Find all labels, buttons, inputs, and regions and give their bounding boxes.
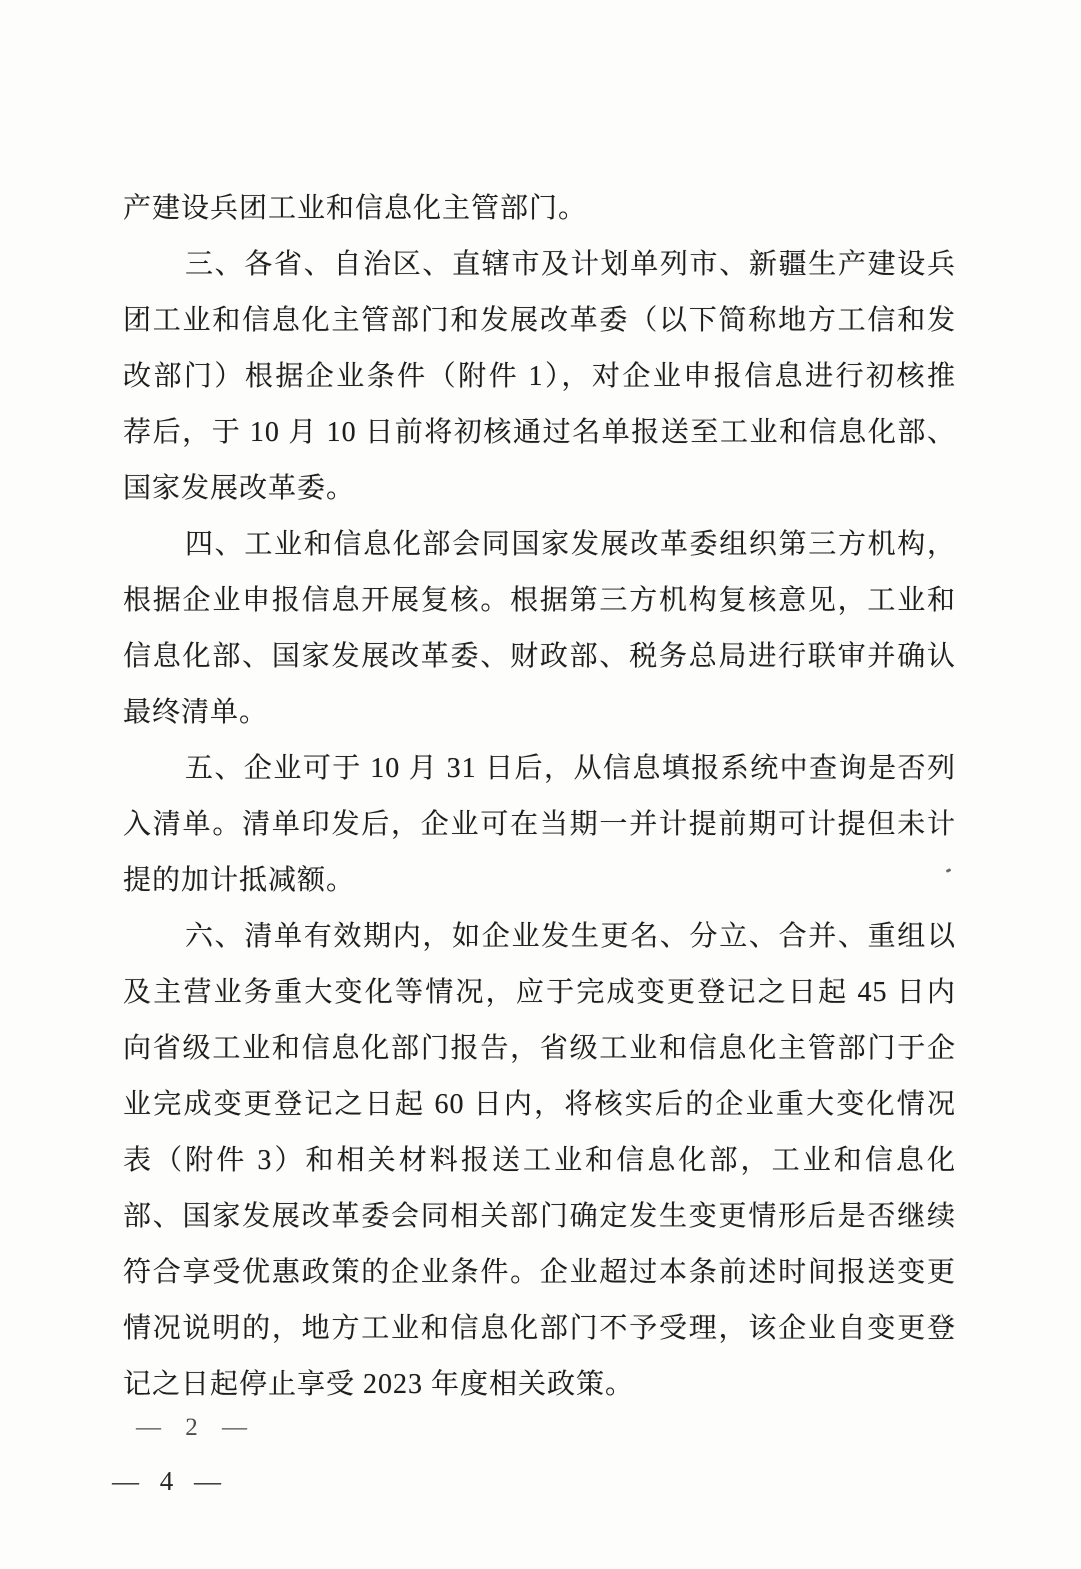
document-line-paragraph-5-start: 五、企业可于 10 月 31 日后，从信息填报系统中查询是否列 bbox=[185, 753, 956, 784]
document-line: 团工业和信息化主管部门和发展改革委（以下简称地方工信和发 bbox=[123, 305, 956, 336]
document-line: 根据企业申报信息开展复核。根据第三方机构复核意见，工业和 bbox=[123, 585, 956, 616]
document-line: 入清单。清单印发后，企业可在当期一并计提前期可计提但未计 bbox=[123, 809, 956, 840]
document-line: 符合享受优惠政策的企业条件。企业超过本条前述时间报送变更 bbox=[123, 1257, 956, 1288]
document-line: 产建设兵团工业和信息化主管部门。 bbox=[123, 193, 588, 224]
document-line: 改部门）根据企业条件（附件 1），对企业申报信息进行初核推 bbox=[123, 361, 956, 392]
document-line: 情况说明的，地方工业和信息化部门不予受理，该企业自变更登 bbox=[123, 1313, 956, 1344]
document-line: 国家发展改革委。 bbox=[123, 473, 356, 504]
document-line: 部、国家发展改革委会同相关部门确定发生变更情形后是否继续 bbox=[123, 1201, 956, 1232]
document-line: 信息化部、国家发展改革委、财政部、税务总局进行联审并确认 bbox=[123, 641, 956, 672]
document-line: 及主营业务重大变化等情况，应于完成变更登记之日起 45 日内 bbox=[123, 977, 956, 1008]
document-line: 向省级工业和信息化部门报告，省级工业和信息化主管部门于企 bbox=[123, 1033, 956, 1064]
document-line-paragraph-6-start: 六、清单有效期内，如企业发生更名、分立、合并、重组以 bbox=[185, 921, 956, 952]
document-body bbox=[123, 181, 956, 1413]
document-line-paragraph-4-start: 四、工业和信息化部会同国家发展改革委组织第三方机构， bbox=[185, 529, 956, 560]
document-line: 最终清单。 bbox=[123, 697, 269, 728]
page-number-document: — 2 — bbox=[136, 1414, 256, 1441]
document-line: 荐后，于 10 月 10 日前将初核通过名单报送至工业和信息化部、 bbox=[123, 417, 956, 448]
document-line: 记之日起停止享受 2023 年度相关政策。 bbox=[123, 1369, 635, 1400]
document-line-paragraph-3-start: 三、各省、自治区、直辖市及计划单列市、新疆生产建设兵 bbox=[185, 249, 956, 280]
document-line: 提的加计抵减额。 bbox=[123, 865, 356, 896]
document-line: 业完成变更登记之日起 60 日内，将核实后的企业重大变化情况 bbox=[123, 1089, 956, 1120]
document-line: 表（附件 3）和相关材料报送工业和信息化部，工业和信息化 bbox=[123, 1145, 956, 1176]
page-number-compilation: — 4 — bbox=[112, 1466, 228, 1496]
